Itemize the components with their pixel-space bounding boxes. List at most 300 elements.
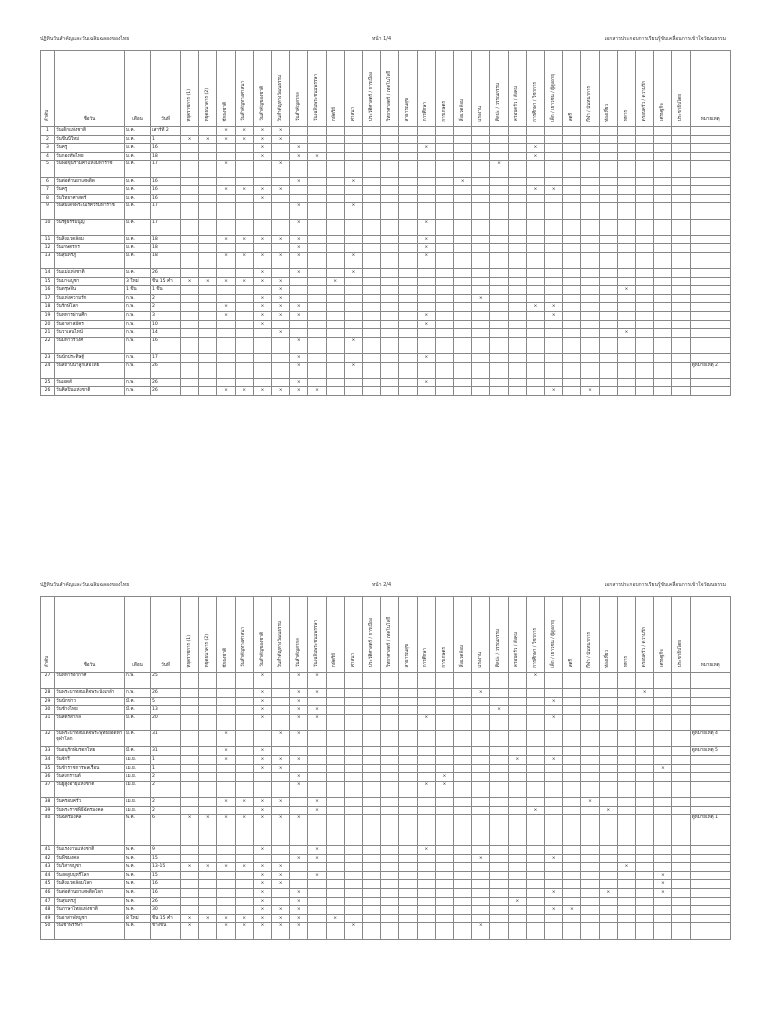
header-category-label: สิ่งแวดล้อม: [459, 99, 465, 122]
category-cell: [581, 714, 599, 730]
header-category: [272, 51, 290, 127]
category-cell: [399, 706, 417, 715]
category-cell: [235, 897, 253, 906]
category-mark: ×: [344, 177, 362, 186]
category-mark: ×: [308, 871, 326, 880]
category-cell: [526, 235, 544, 244]
category-cell: [344, 697, 362, 706]
category-cell: [490, 277, 508, 286]
category-cell: [490, 880, 508, 889]
category-mark: ×: [290, 362, 308, 378]
category-cell: [217, 714, 235, 730]
category-cell: [472, 329, 490, 338]
category-cell: [508, 914, 526, 923]
category-cell: [181, 846, 199, 855]
category-cell: [508, 294, 526, 303]
category-cell: [417, 303, 435, 312]
category-cell: [545, 815, 563, 846]
category-cell: [636, 362, 654, 378]
category-mark: ×: [290, 706, 308, 715]
category-cell: [454, 320, 472, 329]
category-cell: [545, 764, 563, 773]
category-cell: [181, 706, 199, 715]
category-mark: ×: [599, 806, 617, 815]
header-category-label: ชักธงชาติ: [223, 647, 229, 668]
holiday-month: ม.ค.: [125, 244, 151, 253]
category-cell: [563, 354, 581, 363]
category-cell: [654, 286, 672, 295]
holiday-date: 16: [151, 889, 181, 898]
category-cell: [399, 312, 417, 321]
category-cell: [617, 731, 635, 747]
category-cell: [363, 815, 381, 846]
category-mark: ×: [290, 312, 308, 321]
header-name-label: ชื่อวัน: [83, 663, 96, 669]
category-cell: [381, 906, 399, 915]
remark-cell: [690, 387, 730, 396]
category-cell: [253, 329, 271, 338]
remark-cell: [690, 127, 730, 136]
holiday-name: วันช้างไทย: [55, 706, 125, 715]
category-cell: [508, 277, 526, 286]
header-category: [581, 597, 599, 673]
category-cell: [344, 378, 362, 387]
category-cell: [344, 781, 362, 797]
category-mark: ×: [217, 863, 235, 872]
category-cell: [545, 177, 563, 186]
category-cell: [344, 161, 362, 177]
category-cell: [326, 697, 344, 706]
category-cell: [435, 914, 453, 923]
category-cell: [472, 747, 490, 756]
category-cell: [472, 127, 490, 136]
category-cell: [472, 252, 490, 268]
category-mark: ×: [290, 673, 308, 689]
category-cell: [199, 244, 217, 253]
category-mark: ×: [272, 186, 290, 195]
category-cell: [454, 897, 472, 906]
category-cell: [563, 871, 581, 880]
category-cell: [672, 252, 690, 268]
category-cell: [272, 219, 290, 235]
category-cell: [654, 378, 672, 387]
category-cell: [599, 177, 617, 186]
category-mark: ×: [508, 897, 526, 906]
category-mark: ×: [253, 714, 271, 730]
row-number: 41: [41, 846, 55, 855]
category-cell: [472, 203, 490, 219]
row-number: 11: [41, 235, 55, 244]
category-cell: [363, 731, 381, 747]
category-mark: ×: [235, 252, 253, 268]
table-row: [41, 797, 731, 806]
category-cell: [545, 269, 563, 278]
category-cell: [435, 689, 453, 698]
row-number: 20: [41, 320, 55, 329]
header-category-label: ประชาธิปไตย: [678, 94, 684, 122]
category-cell: [490, 269, 508, 278]
category-cell: [490, 914, 508, 923]
category-cell: [617, 244, 635, 253]
category-cell: [381, 320, 399, 329]
category-mark: ×: [235, 186, 253, 195]
category-cell: [381, 127, 399, 136]
category-mark: ×: [526, 303, 544, 312]
category-cell: [381, 673, 399, 689]
holiday-name: วันเด็กแห่งชาติ: [55, 127, 125, 136]
category-cell: [199, 673, 217, 689]
category-cell: [672, 854, 690, 863]
category-cell: [526, 286, 544, 295]
holiday-date: 3: [151, 312, 181, 321]
category-cell: [617, 846, 635, 855]
header-category: [217, 51, 235, 127]
category-cell: [672, 815, 690, 846]
category-cell: [363, 252, 381, 268]
remark-cell: [690, 871, 730, 880]
category-cell: [181, 161, 199, 177]
category-cell: [308, 235, 326, 244]
category-cell: [508, 320, 526, 329]
category-cell: [326, 244, 344, 253]
category-cell: [581, 362, 599, 378]
category-cell: [363, 312, 381, 321]
category-cell: [563, 378, 581, 387]
category-cell: [199, 806, 217, 815]
table-row: [41, 773, 731, 782]
category-cell: [344, 235, 362, 244]
category-cell: [399, 194, 417, 203]
category-cell: [381, 161, 399, 177]
category-cell: [217, 781, 235, 797]
holiday-date: 26: [151, 378, 181, 387]
header-category-label: สตรี: [569, 659, 575, 668]
holiday-name: วันจักรี: [55, 755, 125, 764]
holiday-month: 8 ใหม่: [125, 914, 151, 923]
category-cell: [344, 135, 362, 144]
category-cell: [545, 914, 563, 923]
header-no: [41, 597, 55, 673]
category-mark: ×: [272, 764, 290, 773]
category-cell: [617, 914, 635, 923]
category-cell: [654, 135, 672, 144]
category-cell: [599, 194, 617, 203]
holiday-name: วันงดสูบบุหรี่โลก: [55, 871, 125, 880]
remark-cell: [690, 689, 730, 698]
category-cell: [526, 706, 544, 715]
header-category: [399, 51, 417, 127]
category-mark: ×: [617, 286, 635, 295]
category-cell: [399, 269, 417, 278]
remark-cell: [690, 152, 730, 161]
category-cell: [435, 815, 453, 846]
header-category: [599, 597, 617, 673]
row-number: 31: [41, 714, 55, 730]
remark-cell: [690, 337, 730, 353]
category-cell: [545, 235, 563, 244]
category-cell: [581, 286, 599, 295]
category-cell: [326, 320, 344, 329]
header-category-label: ครอบครัว / สังคม: [514, 86, 520, 122]
category-cell: [381, 194, 399, 203]
category-cell: [636, 303, 654, 312]
category-cell: [253, 203, 271, 219]
category-cell: [599, 914, 617, 923]
category-cell: [472, 312, 490, 321]
holiday-name: วันพระบาทสมเด็จพระพุทธยอดฟ้าจุฬาโลก: [55, 731, 125, 747]
row-number: 15: [41, 277, 55, 286]
category-cell: [272, 144, 290, 153]
category-cell: [235, 806, 253, 815]
holiday-date: 26: [151, 362, 181, 378]
header-category: [435, 51, 453, 127]
category-cell: [526, 871, 544, 880]
category-cell: [617, 747, 635, 756]
category-cell: [326, 755, 344, 764]
header-date: [151, 597, 181, 673]
category-cell: [326, 161, 344, 177]
category-cell: [290, 764, 308, 773]
holiday-month: ม.ค.: [125, 152, 151, 161]
category-mark: ×: [290, 252, 308, 268]
category-cell: [326, 906, 344, 915]
category-cell: [399, 362, 417, 378]
category-cell: [308, 203, 326, 219]
header-category-label: เศรษฐกิจ: [660, 649, 666, 668]
category-cell: [508, 714, 526, 730]
category-cell: [472, 303, 490, 312]
category-cell: [617, 906, 635, 915]
category-cell: [417, 277, 435, 286]
category-cell: [454, 269, 472, 278]
row-number: 12: [41, 244, 55, 253]
category-mark: ×: [235, 914, 253, 923]
category-cell: [363, 764, 381, 773]
category-cell: [435, 161, 453, 177]
category-cell: [617, 797, 635, 806]
category-cell: [654, 863, 672, 872]
category-cell: [235, 714, 253, 730]
category-cell: [654, 152, 672, 161]
category-mark: ×: [508, 755, 526, 764]
holiday-date: 26: [151, 897, 181, 906]
category-mark: ×: [217, 747, 235, 756]
category-cell: [672, 186, 690, 195]
category-cell: [381, 731, 399, 747]
category-mark: ×: [472, 689, 490, 698]
header-category-label: ชักธงชาติ: [223, 101, 229, 122]
category-cell: [399, 815, 417, 846]
category-cell: [617, 152, 635, 161]
category-cell: [545, 871, 563, 880]
category-cell: [636, 923, 654, 939]
category-cell: [526, 177, 544, 186]
category-mark: ×: [526, 673, 544, 689]
category-cell: [326, 806, 344, 815]
category-cell: [344, 219, 362, 235]
row-number: 29: [41, 697, 55, 706]
category-cell: [326, 781, 344, 797]
category-cell: [381, 387, 399, 396]
category-cell: [199, 923, 217, 939]
remark-cell: [690, 806, 730, 815]
category-cell: [581, 177, 599, 186]
category-cell: [490, 329, 508, 338]
category-cell: [654, 277, 672, 286]
header-category-label: ศาสนา: [350, 107, 356, 122]
header-remark-label: หมายเหตุ: [700, 117, 720, 123]
category-cell: [490, 773, 508, 782]
category-cell: [399, 906, 417, 915]
category-cell: [563, 697, 581, 706]
remark-cell: [690, 244, 730, 253]
header-category-label: ครอบครัว / สังคม: [514, 632, 520, 668]
category-cell: [435, 880, 453, 889]
category-cell: [399, 378, 417, 387]
category-mark: ×: [417, 320, 435, 329]
category-cell: [363, 863, 381, 872]
category-cell: [581, 354, 599, 363]
category-cell: [654, 219, 672, 235]
holiday-month: เม.ย.: [125, 806, 151, 815]
category-cell: [526, 906, 544, 915]
category-cell: [508, 387, 526, 396]
category-cell: [199, 689, 217, 698]
row-number: 50: [41, 923, 55, 939]
category-cell: [181, 781, 199, 797]
category-cell: [290, 863, 308, 872]
category-cell: [654, 387, 672, 396]
holiday-date: 17: [151, 354, 181, 363]
category-cell: [545, 161, 563, 177]
remark-cell: [690, 194, 730, 203]
category-mark: ×: [472, 294, 490, 303]
category-cell: [672, 906, 690, 915]
page-header-source: เอกสารประกอบการเรียนรู้ขับเคลื่อนการเข้าใจวัฒนธรรม: [604, 36, 726, 42]
category-cell: [581, 773, 599, 782]
category-cell: [272, 714, 290, 730]
category-cell: [581, 303, 599, 312]
category-mark: ×: [545, 303, 563, 312]
category-cell: [199, 144, 217, 153]
category-cell: [326, 362, 344, 378]
category-cell: [435, 806, 453, 815]
category-cell: [581, 135, 599, 144]
category-cell: [435, 186, 453, 195]
category-mark: ×: [617, 863, 635, 872]
category-cell: [563, 755, 581, 764]
category-cell: [508, 252, 526, 268]
category-cell: [617, 320, 635, 329]
header-category-label: เศรษฐกิจ: [660, 103, 666, 122]
category-cell: [308, 337, 326, 353]
category-cell: [199, 235, 217, 244]
category-cell: [563, 889, 581, 898]
table-row: [41, 320, 731, 329]
category-cell: [308, 303, 326, 312]
category-cell: [181, 194, 199, 203]
category-cell: [363, 362, 381, 378]
category-cell: [508, 806, 526, 815]
category-cell: [617, 235, 635, 244]
category-mark: ×: [272, 235, 290, 244]
category-mark: ×: [217, 797, 235, 806]
category-cell: [472, 161, 490, 177]
category-cell: [472, 714, 490, 730]
category-cell: [326, 152, 344, 161]
remark-cell: [690, 161, 730, 177]
remark-cell: [690, 714, 730, 730]
holiday-date: 18: [151, 252, 181, 268]
row-number: 22: [41, 337, 55, 353]
table-row: [41, 354, 731, 363]
category-cell: [290, 329, 308, 338]
category-cell: [253, 354, 271, 363]
category-cell: [272, 203, 290, 219]
header-category: [308, 597, 326, 673]
header-category-label: วันสำคัญทางวัฒนธรรม: [277, 74, 283, 122]
category-cell: [199, 252, 217, 268]
category-cell: [199, 329, 217, 338]
holiday-date: 16: [151, 337, 181, 353]
category-cell: [399, 764, 417, 773]
category-cell: [599, 797, 617, 806]
category-cell: [454, 135, 472, 144]
header-category: [417, 597, 435, 673]
category-cell: [672, 244, 690, 253]
category-cell: [599, 387, 617, 396]
header-name: [55, 597, 125, 673]
header-category: [308, 51, 326, 127]
category-mark: ×: [435, 773, 453, 782]
category-cell: [363, 337, 381, 353]
category-cell: [308, 269, 326, 278]
category-cell: [490, 755, 508, 764]
holiday-month: มี.ค.: [125, 747, 151, 756]
category-cell: [217, 806, 235, 815]
category-mark: ×: [272, 252, 290, 268]
category-cell: [399, 914, 417, 923]
category-cell: [363, 286, 381, 295]
category-cell: [617, 277, 635, 286]
category-cell: [435, 127, 453, 136]
category-cell: [326, 177, 344, 186]
category-cell: [235, 219, 253, 235]
category-cell: [399, 244, 417, 253]
category-cell: [363, 303, 381, 312]
category-cell: [636, 378, 654, 387]
category-cell: [199, 378, 217, 387]
category-cell: [326, 235, 344, 244]
category-cell: [654, 854, 672, 863]
category-cell: [435, 854, 453, 863]
category-cell: [654, 706, 672, 715]
category-cell: [417, 871, 435, 880]
header-category-label: วันสำคัญสากล: [296, 638, 302, 668]
table-row: [41, 714, 731, 730]
category-mark: ×: [253, 806, 271, 815]
category-cell: [344, 755, 362, 764]
category-cell: [344, 144, 362, 153]
category-cell: [435, 673, 453, 689]
category-cell: [526, 880, 544, 889]
category-cell: [563, 144, 581, 153]
category-cell: [308, 863, 326, 872]
category-cell: [654, 362, 672, 378]
category-cell: [599, 286, 617, 295]
category-cell: [472, 706, 490, 715]
category-cell: [563, 186, 581, 195]
